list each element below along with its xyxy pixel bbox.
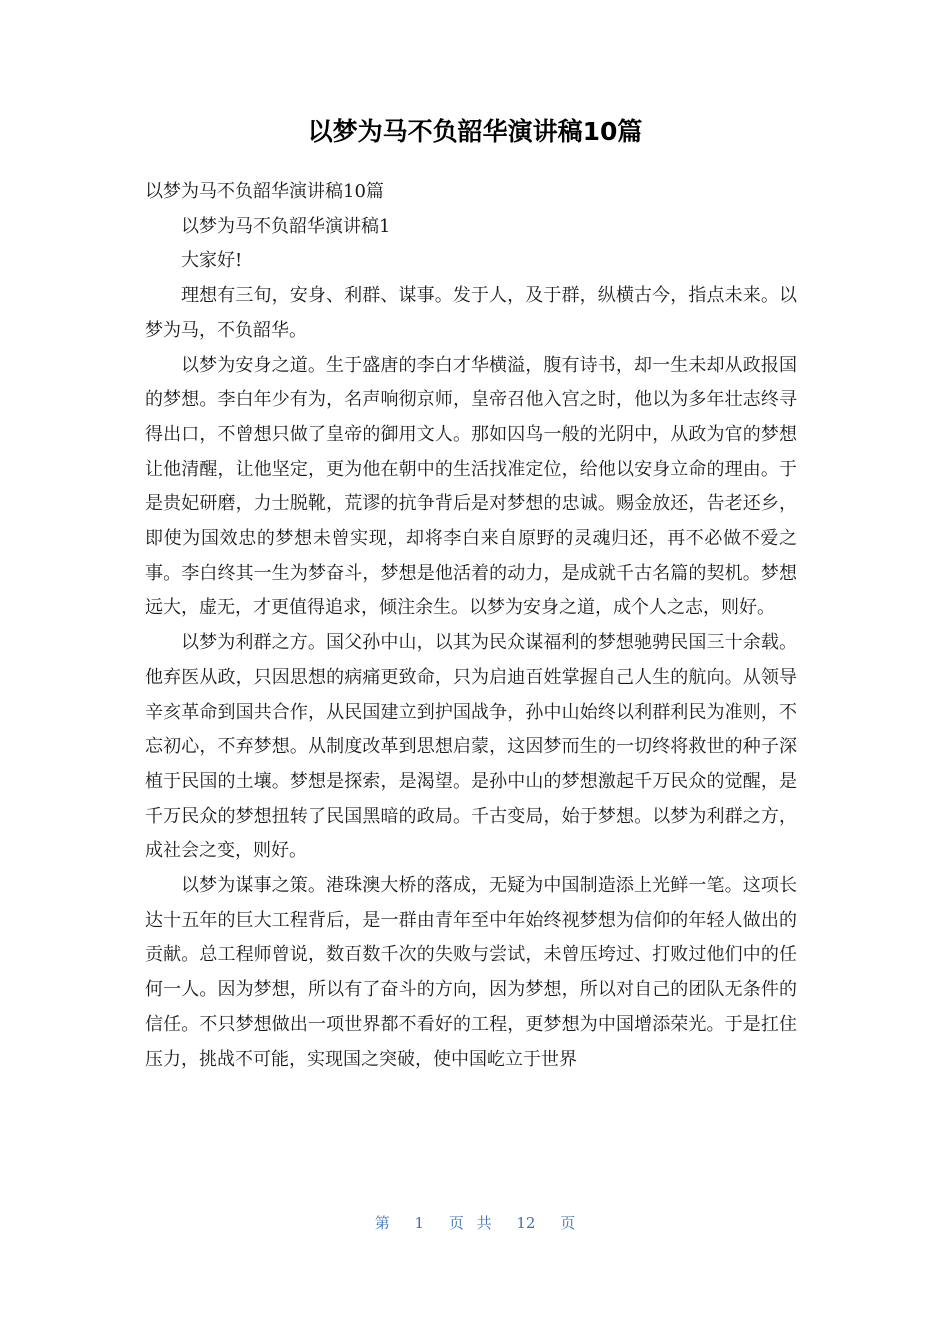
footer-label-page: 第	[374, 1214, 390, 1232]
footer-label-of: 页 共	[448, 1214, 492, 1232]
paragraph: 以梦为谋事之策。港珠澳大桥的落成，无疑为中国制造添上光鲜一笔。这项长达十五年的巨大工程背后，是一群由青年至中年始终视梦想为信仰的年轻人做出的贡献。总工程师曾说，数百数千次的失败与尝试，未曾压垮过、打败过他们中的任何一人。因为梦想，所以有了奋斗的方向，因为梦想，所以对自己的团队无条件的信任。不只梦想做出一项世界都不看好的工程，更梦想为中国增添荣光。于是扛住压力，挑战不可能，实现国之突破，使中国屹立于世界	[145, 875, 797, 1070]
document-body	[145, 175, 797, 1077]
footer-current-page: 1	[414, 1214, 425, 1232]
paragraph: 以梦为马不负韶华演讲稿1	[181, 215, 391, 237]
footer-total-pages: 12	[516, 1214, 536, 1232]
paragraph: 以梦为马不负韶华演讲稿10篇	[145, 181, 384, 202]
page-number-footer	[0, 1209, 950, 1237]
paragraph: 大家好!	[181, 250, 243, 272]
paragraph: 以梦为利群之方。国父孙中山，以其为民众谋福利的梦想驰骋民国三十余载。他弃医从政，只因思想的病痛更致命，只为启迪百姓掌握自己人生的航向。从领导辛亥革命到国共合作，从民国建立到护国战争，孙中山始终以利群利民为准则，不忘初心，不弃梦想。从制度改革到思想启蒙，这因梦而生的一切终将救世的种子深植于民国的土壤。梦想是探索，是渴望。是孙中山的梦想激起千万民众的觉醒，是千万民众的梦想扭转了民国黑暗的政局。千古变局，始于梦想。以梦为利群之方，成社会之变，则好。	[145, 632, 797, 862]
paragraph: 理想有三旬，安身、利群、谋事。发于人，及于群，纵横古今，指点未来。以梦为马，不负韶华。	[145, 285, 797, 341]
footer-label-pages: 页	[560, 1214, 576, 1232]
paragraph: 以梦为安身之道。生于盛唐的李白才华横溢，腹有诗书，却一生未却从政报国的梦想。李白年少有为，名声响彻京师，皇帝召他入宫之时，他以为多年壮志终寻得出口，不曾想只做了皇帝的御用文人。那如囚鸟一般的光阴中，从政为官的梦想让他清醒，让他坚定，更为他在朝中的生活找准定位，给他以安身立命的理由。于是贵妃研磨，力士脱靴，荒谬的抗争背后是对梦想的忠诚。赐金放还，告老还乡，即使为国效忠的梦想未曾实现，却将李白来自原野的灵魂归还，再不必做不爱之事。李白终其一生为梦奋斗，梦想是他活着的动力，是成就千古名篇的契机。梦想远大，虚无，才更值得追求，倾注余生。以梦为安身之道，成个人之志，则好。	[145, 354, 797, 619]
page-title: 以梦为马不负韶华演讲稿10篇	[307, 117, 643, 146]
